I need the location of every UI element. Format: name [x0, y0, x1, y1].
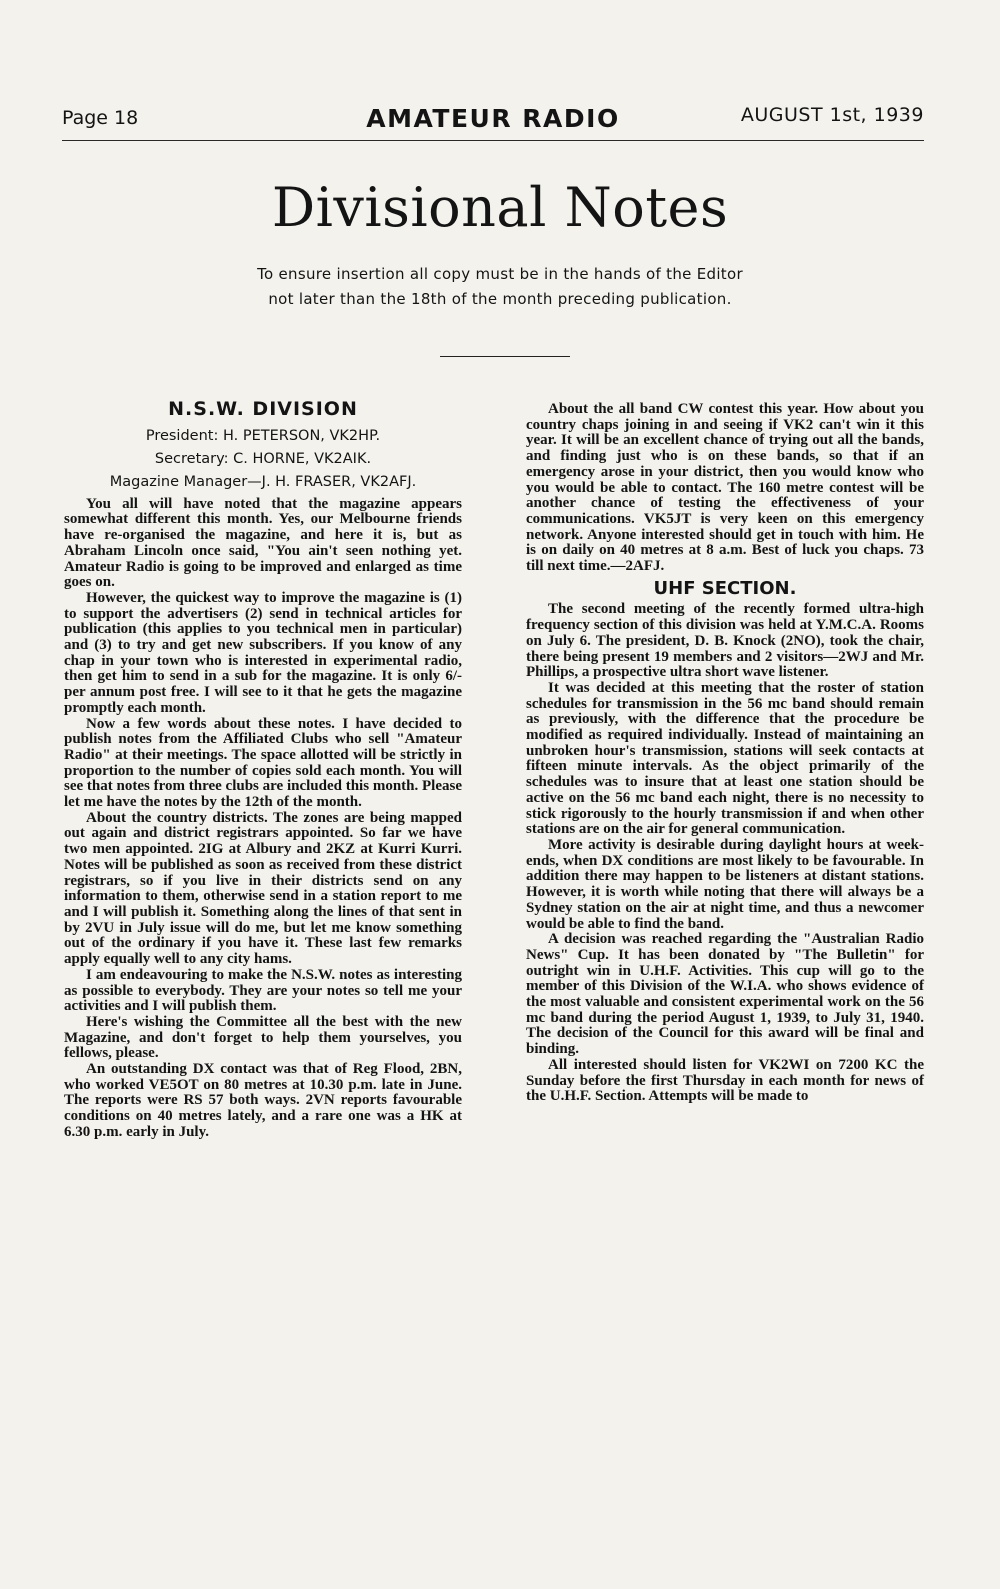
nsw-paragraph: Here's wishing the Committee all the best with the new Magazine, and don't forget to help them yourselves, you fellows, please. — [64, 1013, 462, 1062]
nsw-paragraph: An outstanding DX contact was that of Reg Flood, 2BN, who worked VE5OT on 80 metres at 10.30 p.m. late in June. The reports were RS 57 both ways. 2VN reports favourable conditions on 40 metres lately, and a rare one was a HK at 6.30 p.m. early in July. — [64, 1061, 462, 1140]
uhf-section-heading: UHF SECTION. — [653, 577, 797, 599]
magazine-title: AMATEUR RADIO — [366, 104, 620, 133]
nsw-division-heading: N.S.W. DIVISION — [168, 398, 358, 420]
title-divider — [440, 356, 570, 357]
president-line: President: H. PETERSON, VK2HP. — [145, 427, 381, 444]
magazine-manager-line: Magazine Manager—J. H. FRASER, VK2AFJ. — [109, 473, 417, 490]
uhf-paragraph: The second meeting of the recently formed ultra-high frequency section of this division was held at Y.M.C.A. Rooms on July 6. The president, D. B. Knock (2NO), took the chair, there being present 19 members and 2 visitors—2WJ and Mr. Phillips, a prospective ultra short wave listener. — [526, 601, 924, 681]
right-column — [526, 402, 924, 1105]
page-title: Divisional Notes — [271, 176, 729, 239]
secretary-line: Secretary: C. HORNE, VK2AIK. — [154, 450, 372, 467]
page-header — [62, 100, 924, 141]
uhf-paragraph: A decision was reached regarding the "Australian Radio News" Cup. It has been donated by "The Bulletin" for outright win in U.H.F. Activities. This cup will go to the member of this Division of the W.I.A. who shows evidence of the most valuable and consistent experimental work on the 56 mc band during the period August 1, 1939, to July 31, 1940. The decision of the Council for this award will be final and binding. — [526, 931, 924, 1058]
notice-line-2: not later than the 18th of the month preceding publication. — [268, 290, 732, 308]
nsw-paragraph: I am endeavouring to make the N.S.W. notes as interesting as possible to everybody. They are your notes so tell me your activities and I will publish them. — [64, 966, 462, 1015]
contest-paragraph: About the all band CW contest this year. How about you country chaps joining in and seeing if VK2 can't win it this year. It will be an excellent chance of trying out all the bands, and finding just who is on these bands, so that if an emergency arose in your district, then you would know who you would be able to contact. The 160 metre contest will be another chance of testing the effectiveness of your communications. VK5JT is very keen on this emergency network. Anyone interested should get in touch with him. He is on daily on 40 metres at 8 a.m. Best of luck you chaps. 73 till next time.—2AFJ. — [526, 401, 924, 575]
uhf-paragraph: All interested should listen for VK2WI on 7200 KC the Sunday before the first Thursday in each month for news of the U.H.F. Section. Attempts will be made to — [526, 1056, 924, 1105]
nsw-paragraph: You all will have noted that the magazine appears somewhat different this month. Yes, our Melbourne friends have re-organised the magazine, and here it is, but as Abraham Lincoln once said, "You ain't seen nothing yet. Amateur Radio is going to be improved and enlarged as time goes on. — [64, 495, 462, 591]
page-number: Page 18 — [62, 107, 139, 129]
notice-line-1: To ensure insertion all copy must be in the hands of the Editor — [257, 265, 743, 283]
nsw-paragraph: However, the quickest way to improve the magazine is (1) to support the advertisers (2) send in technical articles for publication (this applies to you technical men in particular) and (3) to try and get new subscribers. If you know of any chap in your town who is interested in experimental radio, then get him to send in a sub for the magazine. It is only 6/- per annum post free. I will see to it that he gets the magazine promptly each month. — [64, 589, 462, 716]
left-column — [64, 398, 462, 1141]
submission-notice — [180, 262, 820, 312]
nsw-paragraph: About the country districts. The zones are being mapped out again and district registrars appointed. So far we have two men appointed. 2IG at Albury and 2KZ at Kurri Kurri. Notes will be published as soon as received from these district registrars, so if you live in their districts send on any information to them, otherwise send in a station report to me and I will publish it. Something along the lines of that sent in by 2VU in July issue will do me, but let me know something out of the ordinary if you have it. These last few remarks apply equally well to any city hams. — [64, 809, 462, 968]
nsw-paragraph: Now a few words about these notes. I have decided to publish notes from the Affiliated Clubs who sell "Amateur Radio" at their meetings. The space allotted will be strictly in proportion to the number of copies sold each month. You will see that notes from three clubs are included this month. Please let me have the notes by the 12th of the month. — [64, 715, 462, 811]
uhf-paragraph: More activity is desirable during daylight hours at week-ends, when DX conditions are most likely to be favourable. In addition there may happen to be listeners at distant stations. However, it is worth while noting that there will always be a Sydney station on the air at night time, and thus a newcomer would be able to find the band. — [526, 836, 924, 932]
uhf-paragraph: It was decided at this meeting that the roster of station schedules for transmission in the 56 mc band should remain as previously, with the difference that the procedure be modified as required individually. Instead of maintaining an unbroken hour's transmission, stations will seek contacts at fifteen minute intervals. As the object primarily of the schedules was to insure that at least one station should be active on the 56 mc band each night, there is no necessity to stick rigorously to the hourly transmission if and when other stations are on the air for general communication. — [526, 679, 924, 838]
issue-date: AUGUST 1st, 1939 — [740, 104, 924, 126]
